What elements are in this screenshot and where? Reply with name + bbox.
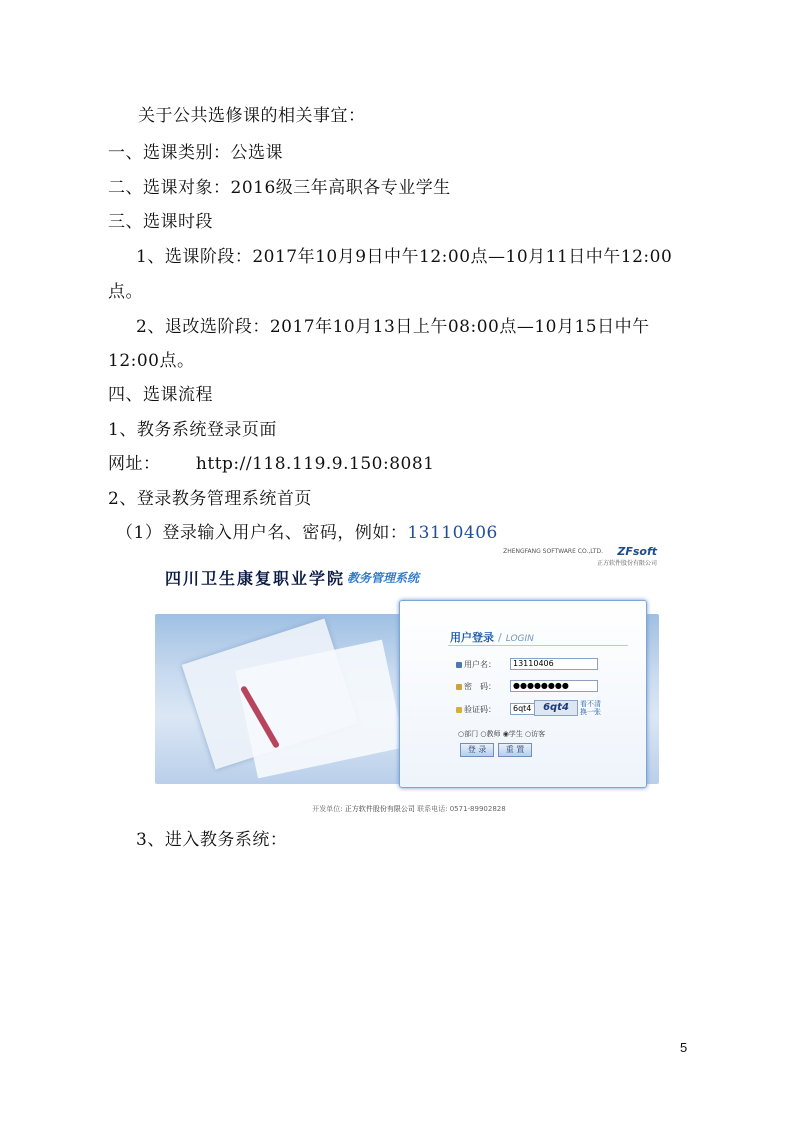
reset-button[interactable]: 重 置 [498,743,532,757]
step-2-1-text: （1）登录输入用户名、密码，例如： [116,523,408,543]
password-input[interactable]: ●●●●●●●● [510,680,598,692]
period-1: 1、选课阶段：2017年10月9日中午12:00点—10月11日中午12:00 [136,247,673,267]
captcha-input[interactable]: 6qt4 [510,703,552,715]
lock-icon [456,684,462,690]
page-number: 5 [680,1040,688,1055]
password-label: 密 码： [456,681,496,692]
role-student-radio[interactable]: ◉学生 [502,730,523,738]
login-panel [399,600,647,788]
captcha-label: 验证码： [456,704,496,715]
role-selector [458,729,545,739]
login-button[interactable]: 登 录 [460,743,494,757]
section-3: 三、选课时段 [108,212,213,232]
url-line: 网址： http://118.119.9.150:8081 [108,454,435,474]
company-en: ZHENGFANG SOFTWARE CO.,LTD. [503,548,603,555]
intro-heading: 关于公共选修课的相关事宜： [138,106,366,126]
zfsoft-logo: ZFsoft [617,545,657,558]
screenshot-footer: 开发单位: 正方软件股份有限公司 联系电话: 0571-89902828 [312,805,506,813]
company-cn: 正方软件股份有限公司 [596,560,657,567]
title-divider [448,645,628,646]
captcha-image[interactable]: 6qt4 [534,700,578,716]
period-2-cont: 12:00点。 [108,351,195,371]
step-2-1 [116,521,498,545]
section-2: 二、选课对象：2016级三年高职各专业学生 [108,178,451,198]
section-1: 一、选课类别：公选课 [108,143,283,163]
username-label: 用户名： [456,659,496,670]
role-teacher-radio[interactable]: ○教师 [480,730,501,738]
system-name: 教务管理系统 [347,571,420,585]
role-dept-radio[interactable]: ○部门 [458,730,479,738]
captcha-refresh-link[interactable]: 看不清换一张 [580,700,601,716]
example-user: 13110406 [407,523,498,543]
footer-phone: 联系电话: 0571-89902828 [417,805,506,813]
period-2: 2、退改选阶段：2017年10月13日上午08:00点—10月15日中午 [136,317,650,337]
footer-company: 正方软件股份有限公司 [344,805,415,813]
step-2: 2、登录教务管理系统首页 [108,489,312,509]
login-title-en: LOGIN [505,634,534,644]
screenshot-header [155,544,663,596]
pencil-icon [456,707,462,713]
login-screenshot [155,544,663,820]
section-4: 四、选课流程 [108,385,213,405]
step-3: 3、进入教务系统： [136,830,288,850]
period-1-cont: 点。 [108,282,143,302]
school-name: 四川卫生康复职业学院 [165,569,346,588]
login-title-cn: 用户登录 [450,631,494,644]
username-input[interactable]: 13110406 [510,658,598,670]
step-1: 1、教务系统登录页面 [108,420,277,440]
role-guest-radio[interactable]: ○访客 [525,730,546,738]
user-icon [456,662,462,668]
login-title: 用户登录 / LOGIN [450,631,534,644]
